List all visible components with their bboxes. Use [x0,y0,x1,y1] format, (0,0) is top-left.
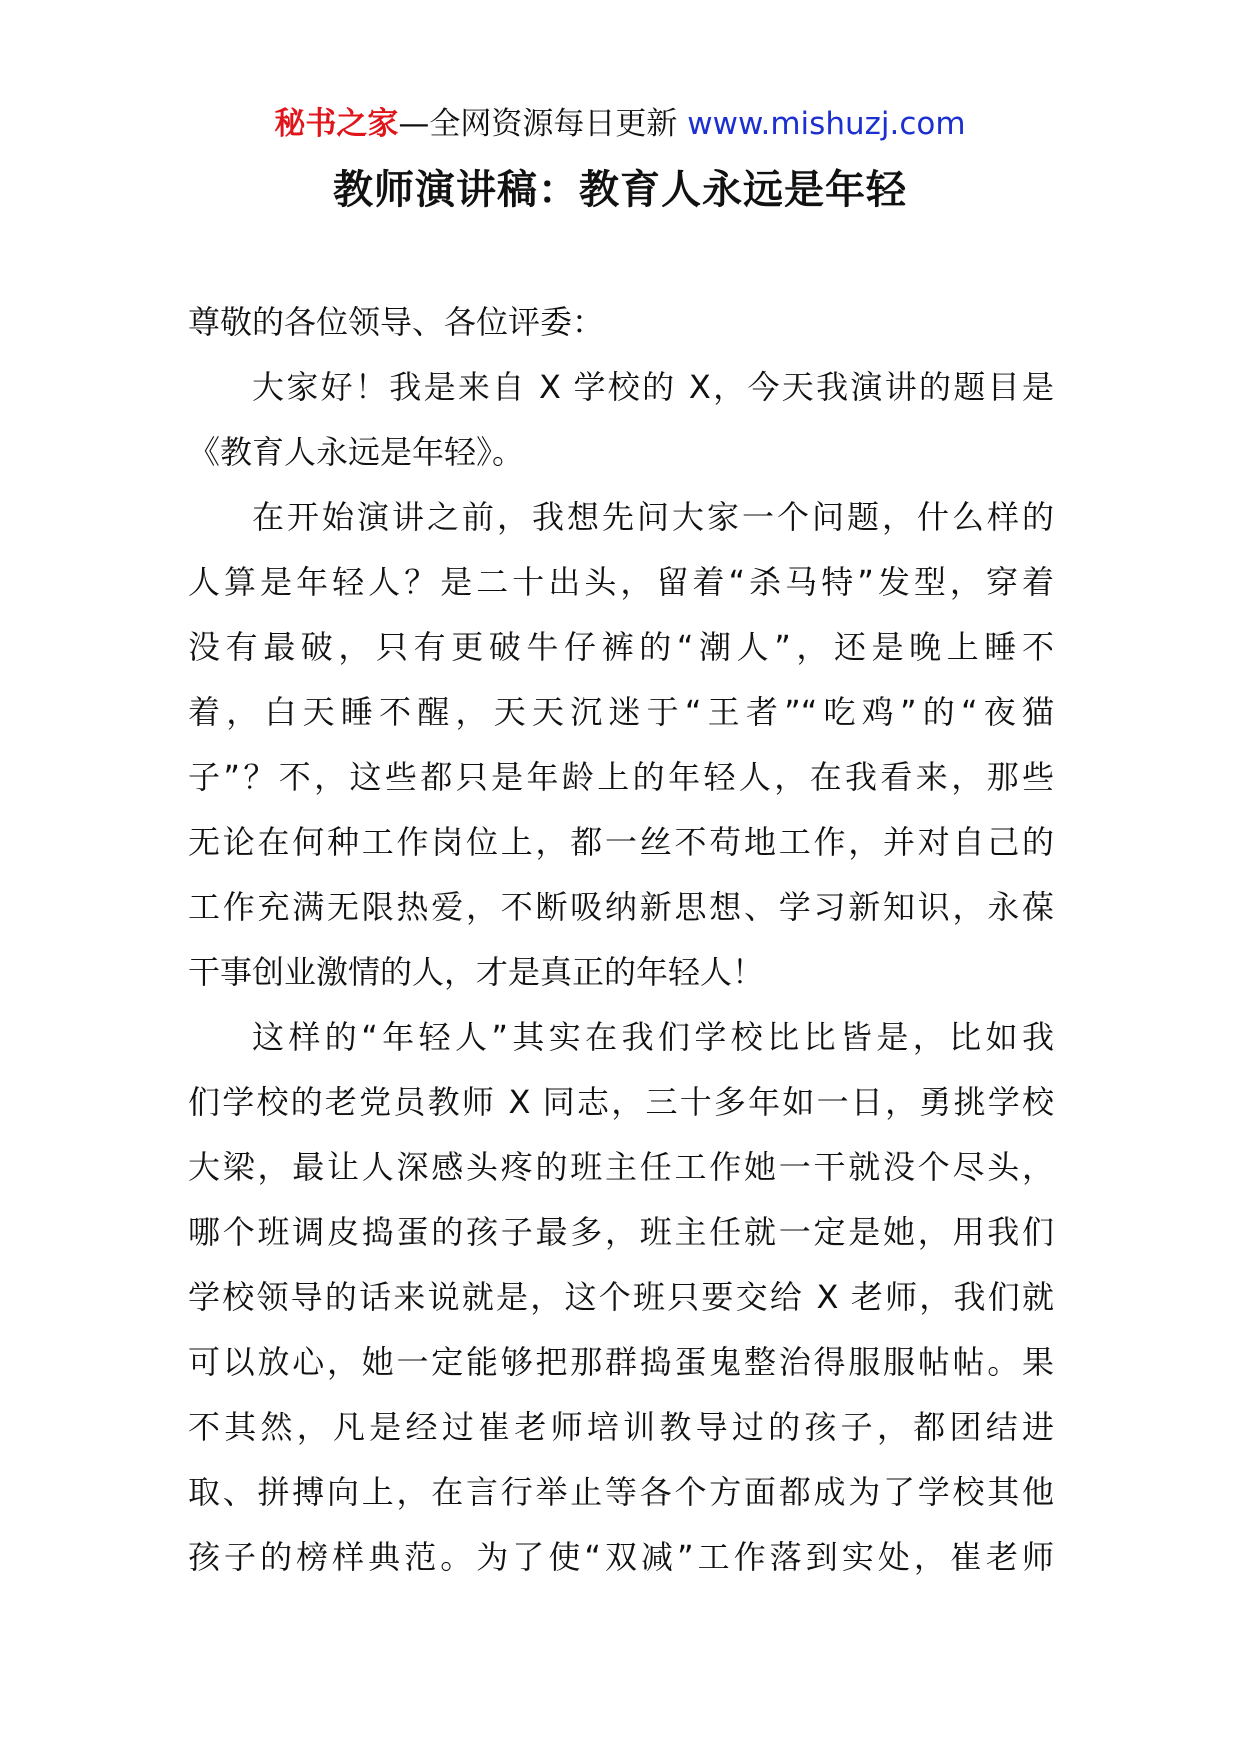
paragraph-line: 人算是年轻人？是二十出头，留着“杀马特”发型，穿着 [188,563,1054,601]
paragraph-line: 这样的“年轻人”其实在我们学校比比皆是，比如我 [252,1018,1054,1056]
paragraph-line: 可以放心，她一定能够把那群捣蛋鬼整治得服服帖帖。果 [188,1343,1054,1381]
document-title: 教师演讲稿：教育人永远是年轻 [333,167,907,213]
paragraph-line: 在开始演讲之前，我想先问大家一个问题，什么样的 [252,498,1054,536]
paragraph-line: 大梁，最让人深感头疼的班主任工作她一干就没个尽头， [188,1148,1054,1186]
paragraph-line: 子”？不，这些都只是年龄上的年轻人，在我看来，那些 [188,758,1054,796]
site-tagline: —全网资源每日更新 [398,106,688,142]
paragraph-line: 着，白天睡不醒，天天沉迷于“王者”“吃鸡”的“夜猫 [188,693,1054,731]
paragraph-line: 干事创业激情的人，才是真正的年轻人！ [188,953,765,991]
salutation-line: 尊敬的各位领导、各位评委： [188,303,605,341]
paragraph-line: 哪个班调皮捣蛋的孩子最多，班主任就一定是她，用我们 [188,1213,1054,1251]
paragraph-line: 大家好！我是来自 X 学校的 X，今天我演讲的题目是 [252,368,1054,406]
paragraph-line: 取、拼搏向上，在言行举止等各个方面都成为了学校其他 [188,1473,1054,1511]
site-header [0,100,1240,148]
site-url-link[interactable]: www.mishuzj.com [687,106,966,142]
paragraph-line: 孩子的榜样典范。为了使“双减”工作落到实处，崔老师 [188,1538,1054,1576]
paragraph-line: 学校领导的话来说就是，这个班只要交给 X 老师，我们就 [188,1278,1054,1316]
site-brand: 秘书之家 [274,106,399,142]
document-body [188,290,1054,1590]
paragraph-line: 工作充满无限热爱，不断吸纳新思想、学习新知识，永葆 [188,888,1054,926]
paragraph-line: 《教育人永远是年轻》。 [188,433,525,471]
paragraph-line: 们学校的老党员教师 X 同志，三十多年如一日，勇挑学校 [188,1083,1054,1121]
paragraph-line: 不其然，凡是经过崔老师培训教导过的孩子，都团结进 [188,1408,1054,1446]
paragraph-line: 没有最破，只有更破牛仔裤的“潮人”，还是晚上睡不 [188,628,1054,666]
paragraph-line: 无论在何种工作岗位上，都一丝不苟地工作，并对自己的 [188,823,1054,861]
